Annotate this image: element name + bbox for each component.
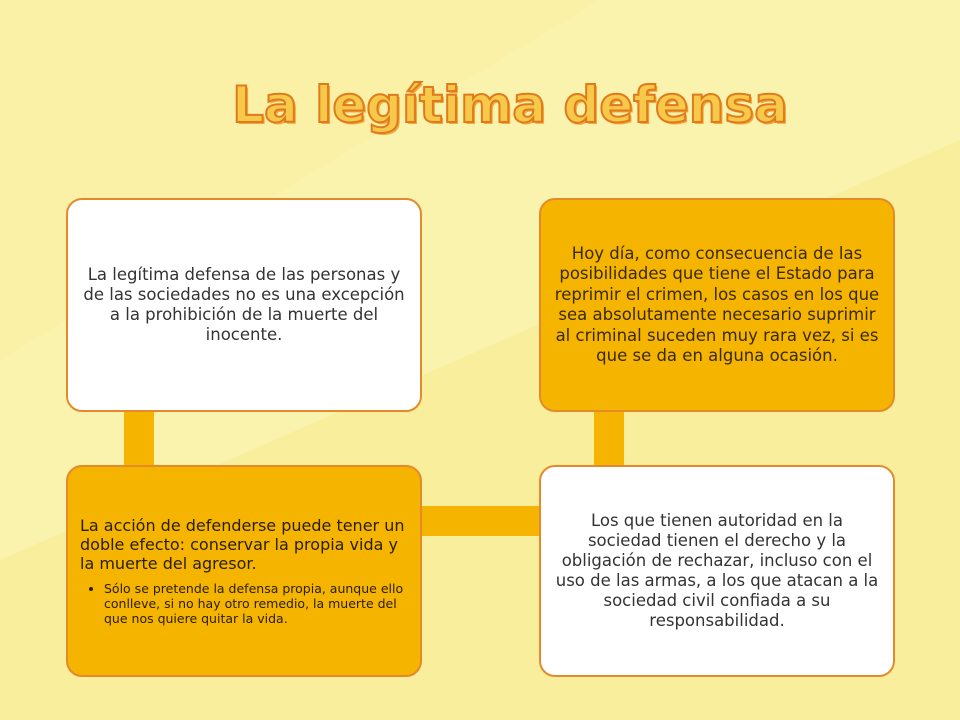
slide-title: La legítima defensa [232,76,788,134]
connector-left-vertical [124,410,154,468]
box-bottom-left [66,465,422,677]
box-bottom-right [539,465,895,677]
box-top-left [66,198,422,412]
box-bottom-left-text: La acción de defenderse puede tener un doble efecto: conservar la propia vida y la muerte del agresor. [80,516,405,573]
connector-bottom-horizontal [420,506,542,536]
connector-right-vertical [594,410,624,468]
box-top-right-text: Hoy día, como consecuencia de las posibilidades que tiene el Estado para reprimir el crimen, los casos en los que sea absolutamente necesario suprimir al criminal suceden muy rara vez, si es que se da en alguna ocasión. [554,243,880,365]
box-bottom-left-bullets [80,581,406,626]
box-bottom-right-text: Los que tienen autoridad en la sociedad tienen el derecho y la obligación de rechazar, incluso con el uso de las armas, a los que atacan a la sociedad civil confiada a su responsabilidad. [555,511,879,630]
box-top-left-text: La legítima defensa de las personas y de las sociedades no es una excepción a la prohibición de la muerte del inocente. [83,265,405,344]
box-top-right [539,198,895,412]
bullet-item: • Sólo se pretende la defensa propia, aunque ello conlleve, si no hay otro remedio, la muerte del que nos quiere quitar la vida. [104,581,406,626]
